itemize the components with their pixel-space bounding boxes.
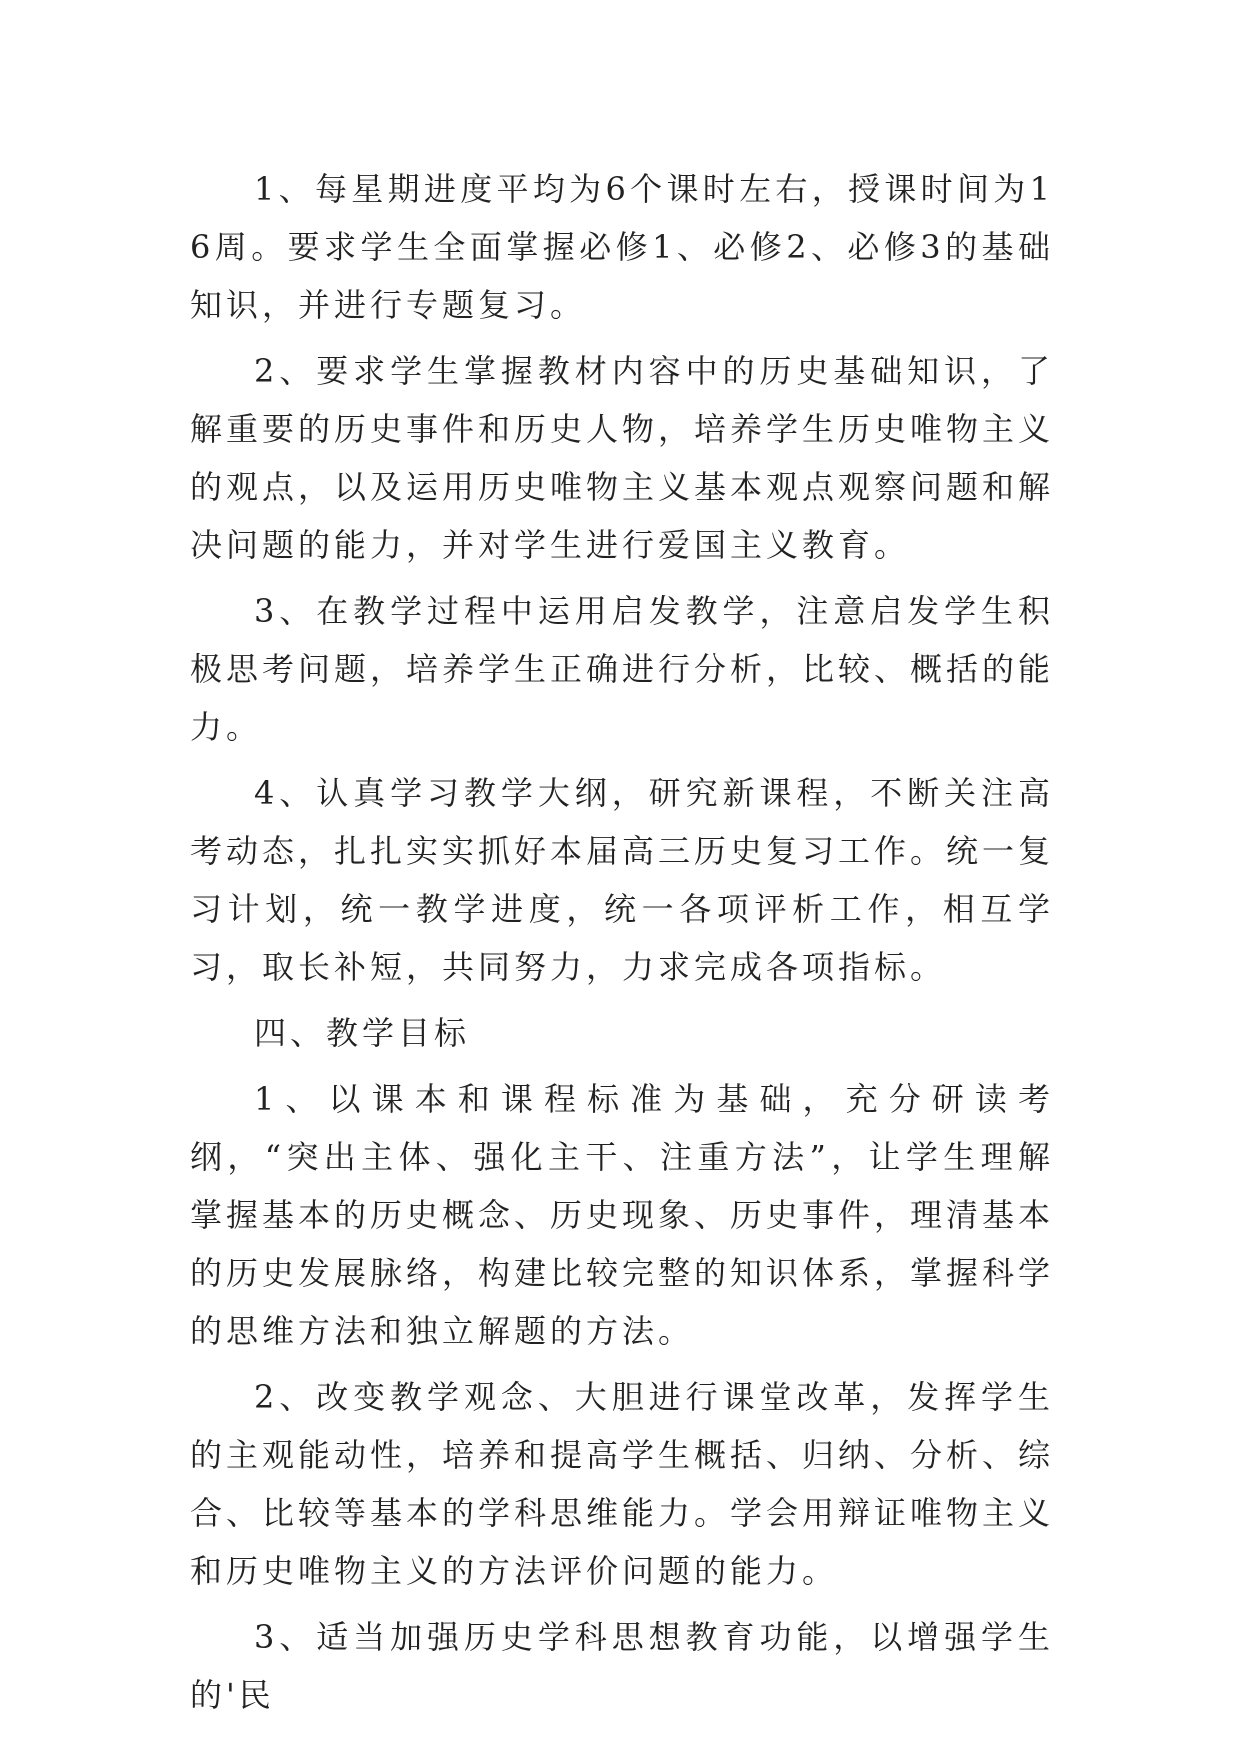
section-heading-teaching-goals: 四、教学目标 xyxy=(254,1014,471,1052)
paragraph-basic-knowledge: 2、要求学生掌握教材内容中的历史基础知识，了解重要的历史事件和历史人物，培养学生历史唯物主义的观点，以及运用历史唯物主义基本观点观察问题和解决问题的能力，并对学生进行爱国主义教育。 xyxy=(190,352,1055,564)
paragraph-goal-2: 2、改变教学观念、大胆进行课堂改革，发挥学生的主观能动性，培养和提高学生概括、归纳、分析、综合、比较等基本的学科思维能力。学会用辩证唯物主义和历史唯物主义的方法评价问题的能力。 xyxy=(190,1378,1055,1590)
paragraph-heuristic-teaching: 3、在教学过程中运用启发教学，注意启发学生积极思考问题，培养学生正确进行分析，比较、概括的能力。 xyxy=(190,592,1055,746)
paragraph-goal-3: 3、适当加强历史学科思想教育功能，以增强学生的'民 xyxy=(190,1618,1054,1714)
paragraph-syllabus-study: 4、认真学习教学大纲，研究新课程，不断关注高考动态，扎扎实实抓好本届高三历史复习工作。统一复习计划，统一教学进度，统一各项评析工作，相互学习，取长补短，共同努力，力求完成各项指标。 xyxy=(190,774,1055,986)
paragraph-goal-1: 1、以课本和课程标准为基础，充分研读考纲，“突出主体、强化主干、注重方法”，让学生理解掌握基本的历史概念、历史现象、历史事件，理清基本的历史发展脉络，构建比较完整的知识体系，掌握科学的思维方法和独立解题的方法。 xyxy=(190,1080,1055,1350)
paragraph-schedule: 1、每星期进度平均为6个课时左右，授课时间为16周。要求学生全面掌握必修1、必修2、必修3的基础知识，并进行专题复习。 xyxy=(190,170,1054,324)
document-body xyxy=(190,160,1054,1732)
